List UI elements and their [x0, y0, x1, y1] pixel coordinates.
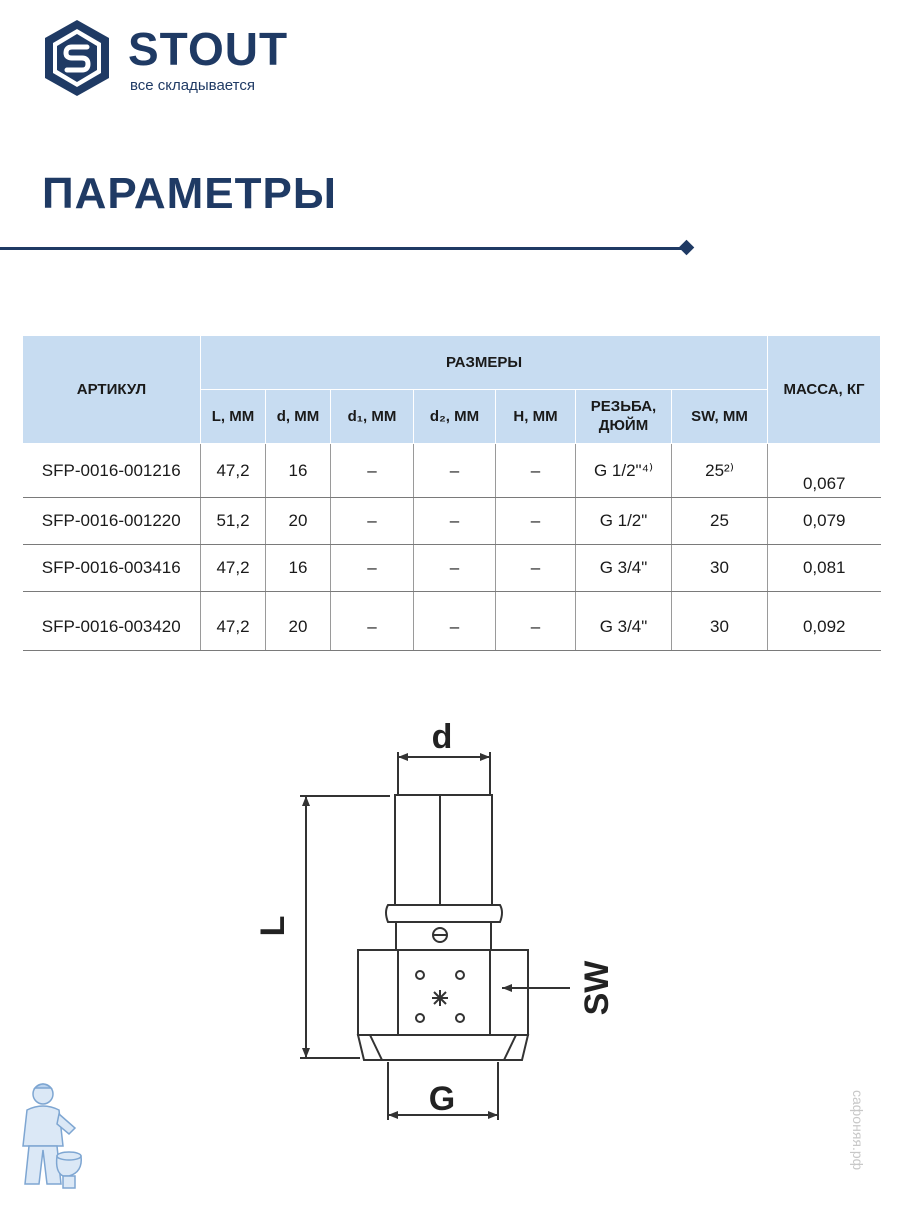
label-L: L: [254, 915, 292, 937]
header-thread: РЕЗЬБА, ДЮЙМ: [576, 390, 672, 444]
cell-H: –: [496, 592, 576, 651]
stout-hexagon-icon: [42, 18, 112, 98]
cell-L: 47,2: [201, 545, 266, 592]
cell-H: –: [496, 444, 576, 498]
cell-mass: 0,079: [768, 498, 881, 545]
cell-article: SFP-0016-001220: [23, 498, 201, 545]
label-G: G: [428, 1080, 456, 1118]
cell-mass: 0,067: [768, 444, 881, 498]
watermark: сафоняя.рф: [850, 1090, 866, 1171]
parameters-table: [22, 335, 881, 651]
fitting-drawing: [254, 700, 650, 1140]
cell-d: 16: [266, 444, 331, 498]
header-L: L, ММ: [201, 390, 266, 444]
cell-d: 20: [266, 592, 331, 651]
cell-L: 51,2: [201, 498, 266, 545]
header-d1: d₁, ММ: [331, 390, 414, 444]
table-row: [23, 498, 881, 545]
header-article: АРТИКУЛ: [23, 336, 201, 444]
divider-diamond: [679, 240, 695, 256]
cell-d2: –: [414, 545, 496, 592]
cell-mass: 0,081: [768, 545, 881, 592]
cell-H: –: [496, 545, 576, 592]
header-d: d, ММ: [266, 390, 331, 444]
header-mass: МАССА, КГ: [768, 336, 881, 444]
plumber-mascot-icon: [5, 1080, 85, 1192]
cell-article: SFP-0016-001216: [23, 444, 201, 498]
cell-sw: 30: [672, 545, 768, 592]
cell-d: 16: [266, 545, 331, 592]
page-title: ПАРАМЕТРЫ: [42, 169, 337, 218]
header-H: H, ММ: [496, 390, 576, 444]
cell-d2: –: [414, 498, 496, 545]
cell-d2: –: [414, 444, 496, 498]
label-SW: SW: [578, 960, 616, 1016]
header-sizes: РАЗМЕРЫ: [201, 336, 768, 390]
cell-thread: G 1/2": [576, 498, 672, 545]
cell-H: –: [496, 498, 576, 545]
cell-d2: –: [414, 592, 496, 651]
cell-d1: –: [331, 545, 414, 592]
parameters-table-wrap: [22, 335, 880, 640]
cell-sw: 30: [672, 592, 768, 651]
cell-d1: –: [331, 592, 414, 651]
cell-thread: G 3/4": [576, 592, 672, 651]
stout-logo: [42, 18, 302, 98]
table-row: [23, 444, 881, 498]
cell-L: 47,2: [201, 444, 266, 498]
cell-d1: –: [331, 498, 414, 545]
header-sw: SW, ММ: [672, 390, 768, 444]
logo-name: STOUT: [128, 23, 289, 75]
cell-L: 47,2: [201, 592, 266, 651]
header-d2: d₂, ММ: [414, 390, 496, 444]
cell-d1: –: [331, 444, 414, 498]
cell-sw: 25: [672, 498, 768, 545]
cell-sw: 25²⁾: [672, 444, 768, 498]
table-row: [23, 545, 881, 592]
cell-mass: 0,092: [768, 592, 881, 651]
cell-article: SFP-0016-003416: [23, 545, 201, 592]
cell-thread: G 1/2"⁴⁾: [576, 444, 672, 498]
title-divider: [0, 247, 690, 250]
cell-d: 20: [266, 498, 331, 545]
table-row: [23, 592, 881, 651]
cell-article: SFP-0016-003420: [23, 592, 201, 651]
cell-thread: G 3/4": [576, 545, 672, 592]
label-d: d: [431, 718, 453, 756]
logo-slogan: все складывается: [130, 77, 255, 94]
